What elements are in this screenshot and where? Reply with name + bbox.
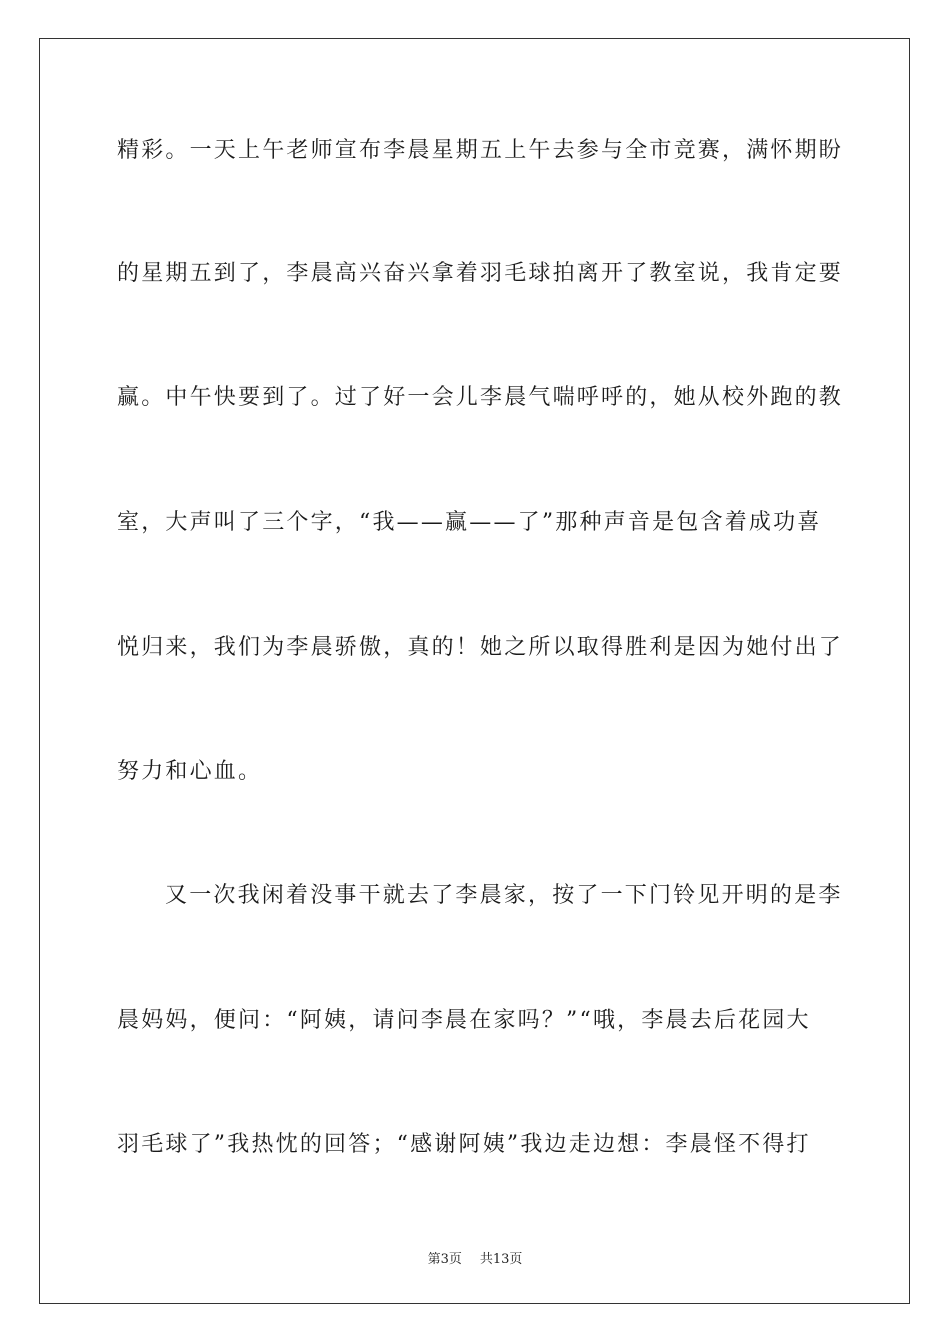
page-footer [0, 1248, 950, 1267]
body-text-line: 的星期五到了，李晨高兴奋兴拿着羽毛球拍离开了教室说，我肯定要 [117, 261, 844, 286]
body-text-line: 室，大声叫了三个字，“我——赢——了”那种声音是包含着成功喜 [117, 510, 822, 535]
body-text-line: 努力和心血。 [117, 759, 263, 784]
page-total: 共13页 [479, 1252, 523, 1267]
body-text-line: 精彩。一天上午老师宣布李晨星期五上午去参与全市竞赛，满怀期盼 [117, 138, 844, 163]
page-number: 第3页 [427, 1252, 462, 1267]
paragraph-first-line: 又一次我闲着没事干就去了李晨家，按了一下门铃见开明的是李 [165, 883, 843, 908]
body-text-line: 赢。中午快要到了。过了好一会儿李晨气喘呼呼的，她从校外跑的教 [117, 385, 844, 410]
body-text-line: 晨妈妈，便问：“阿姨，请问李晨在家吗？”“哦，李晨去后花园大 [117, 1008, 811, 1033]
body-text-line: 羽毛球了”我热忱的回答；“感谢阿姨”我边走边想：李晨怪不得打 [117, 1132, 811, 1157]
page-border [39, 38, 910, 1304]
body-text-line: 悦归来，我们为李晨骄傲，真的！她之所以取得胜利是因为她付出了 [117, 635, 844, 660]
